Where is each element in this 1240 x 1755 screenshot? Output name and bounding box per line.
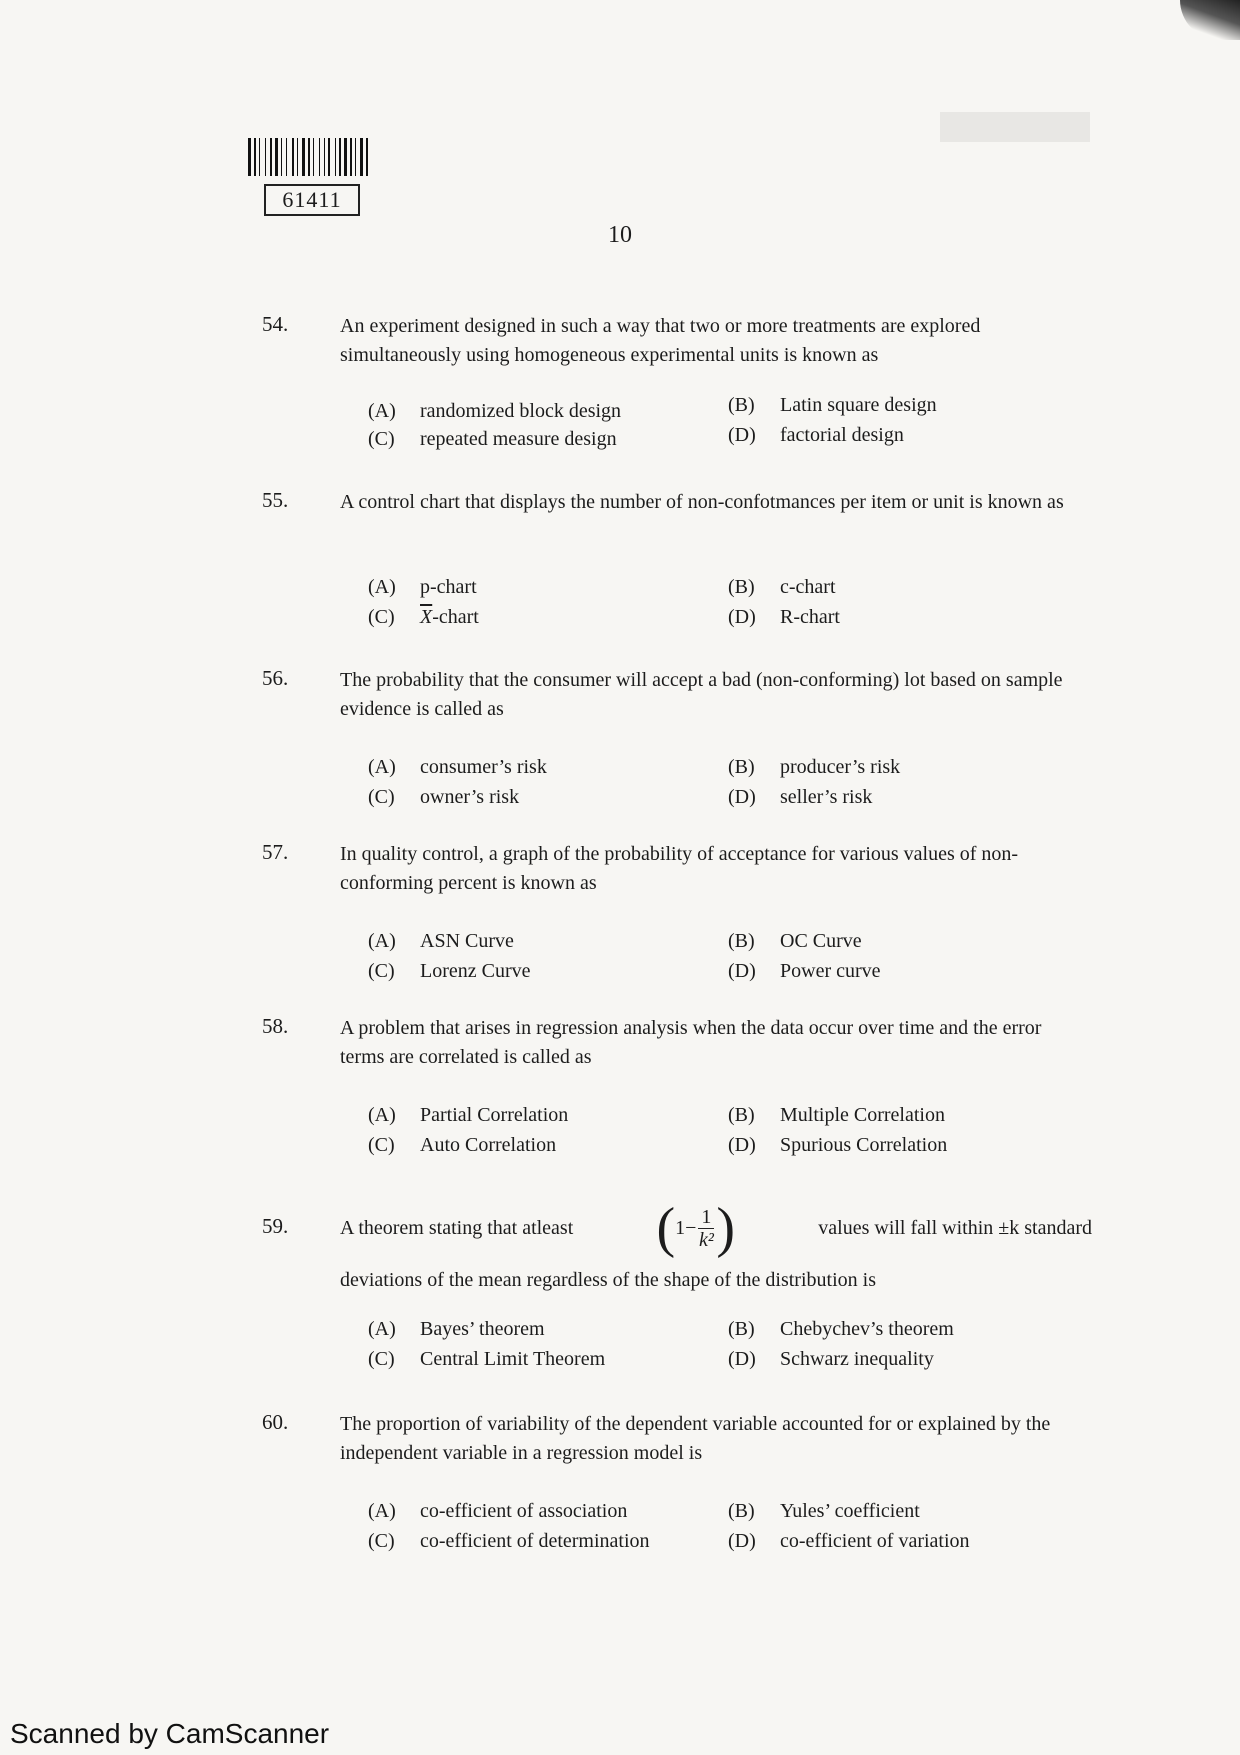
barcode-bar [267,138,269,176]
page-number: 10 [608,222,632,248]
barcode [248,138,403,176]
barcode-bar [295,138,296,176]
option-b[interactable]: (B) c-chart [728,576,836,598]
option-b[interactable]: (B) Yules’ coefficient [728,1500,920,1522]
option-b[interactable]: (B) OC Curve [728,930,862,952]
barcode-bar [348,138,349,176]
option-d[interactable]: (D) co-efficient of variation [728,1530,970,1552]
option-a[interactable]: (A) ASN Curve [368,930,514,952]
question-number: 57. [262,840,289,864]
barcode-bar [308,138,310,176]
barcode-bar [353,138,354,176]
barcode-bar [357,138,359,176]
barcode-bar [286,138,287,176]
barcode-bar [326,138,327,176]
barcode-bar [311,138,312,176]
barcode-bar [281,138,282,176]
barcode-bar [328,138,330,176]
option-c[interactable]: (C) $\overline{X}$-chart [368,606,479,628]
option-b[interactable]: (B) Latin square design [728,394,937,416]
option-d[interactable]: (D) seller’s risk [728,786,873,808]
barcode-bar [254,138,256,176]
option-a[interactable]: (A) Partial Correlation [368,1104,569,1126]
option-d[interactable]: (D) factorial design [728,424,904,446]
barcode-bar [321,138,323,176]
question-number: 56. [262,666,289,690]
option-a[interactable]: (A) randomized block design [368,400,622,422]
barcode-bar [342,138,343,176]
question-number: 60. [262,1410,289,1434]
barcode-bar [297,138,298,176]
option-d[interactable]: (D) R-chart [728,606,840,628]
barcode-bar [337,138,338,176]
barcode-bar [313,138,314,176]
option-b[interactable]: (B) Multiple Correlation [728,1104,945,1126]
barcode-bar [252,138,253,176]
question-text: A control chart that displays the number of non-confotmances per item or unit is known as [340,491,1064,513]
formula: ( 1− $\frac{1}{\text{k²}}$ ) [656,1197,736,1259]
option-c[interactable]: (C) Lorenz Curve [368,960,531,982]
barcode-bar [270,138,272,176]
barcode-bar [261,138,264,176]
barcode-bar [306,138,307,176]
question-number: 59. [262,1214,289,1238]
option-b[interactable]: (B) Chebychev’s theorem [728,1318,954,1340]
option-d[interactable]: (D) Schwarz inequality [728,1348,934,1370]
barcode-bar [319,138,320,176]
barcode-bar [275,138,278,176]
option-c[interactable]: (C) Central Limit Theorem [368,1348,606,1370]
barcode-bar [248,138,251,176]
question-text: In quality control, a graph of the probability of acceptance for various values of non-conforming percent is known as [340,843,1019,894]
question-text: The proportion of variability of the dependent variable accounted for or explained by the independent variable in a regression model is [340,1413,1051,1464]
barcode-bar [366,138,368,176]
option-c[interactable]: (C) co-efficient of determination [368,1530,650,1552]
barcode-bar [288,138,291,176]
barcode-bar [331,138,334,176]
question-text: A problem that arises in regression analysis when the data occur over time and the error terms are correlated is called as [340,1017,1042,1068]
option-c[interactable]: (C) Auto Correlation [368,1134,557,1156]
option-a[interactable]: (A) Bayes’ theorem [368,1318,545,1340]
x-bar-symbol: $\overline{X}$ [420,606,433,628]
option-c[interactable]: (C) owner’s risk [368,786,520,808]
barcode-bar [324,138,325,176]
question-text-line1: A theorem stating that atleast ( 1− $\frac{1}{\text{k²}}$ ) values will fall within ±k standard [340,1197,1092,1259]
barcode-bar [302,138,305,176]
option-a[interactable]: (A) consumer’s risk [368,756,547,778]
barcode-bar [279,138,280,176]
barcode-bar [360,138,363,176]
barcode-bar [265,138,266,176]
option-d[interactable]: (D) Power curve [728,960,881,982]
faded-stamp [940,112,1090,142]
question-text: The probability that the consumer will accept a bad (non-conforming) lot based on sample evidence is called as [340,669,1063,720]
question-number: 58. [262,1014,289,1038]
option-d[interactable]: (D) Spurious Correlation [728,1134,948,1156]
option-b[interactable]: (B) producer’s risk [728,756,901,778]
barcode-bar [350,138,352,176]
barcode-bar [273,138,274,176]
question-number: 54. [262,312,289,336]
barcode-bar [259,138,260,176]
barcode-bar [339,138,341,176]
barcode-bar [364,138,365,176]
barcode-bar [283,138,285,176]
question-text-line2: deviations of the mean regardless of the shape of the distribution is [340,1269,876,1291]
question-text: An experiment designed in such a way that two or more treatments are explored simultaneously using homogeneous experimental units is known as [340,315,981,366]
barcode-bar [355,138,356,176]
barcode-bar [344,138,347,176]
barcode-bar [257,138,258,176]
scanner-watermark: Scanned by CamScanner [10,1718,330,1749]
option-a[interactable]: (A) p-chart [368,576,477,598]
question-number: 55. [262,488,289,512]
barcode-bar [315,138,318,176]
barcode-bar [299,138,301,176]
option-c[interactable]: (C) repeated measure design [368,428,617,450]
document-code: 61411 [264,184,360,216]
page-corner-shadow [1180,0,1240,40]
barcode-bar [335,138,336,176]
option-a[interactable]: (A) co-efficient of association [368,1500,628,1522]
barcode-bar [292,138,294,176]
